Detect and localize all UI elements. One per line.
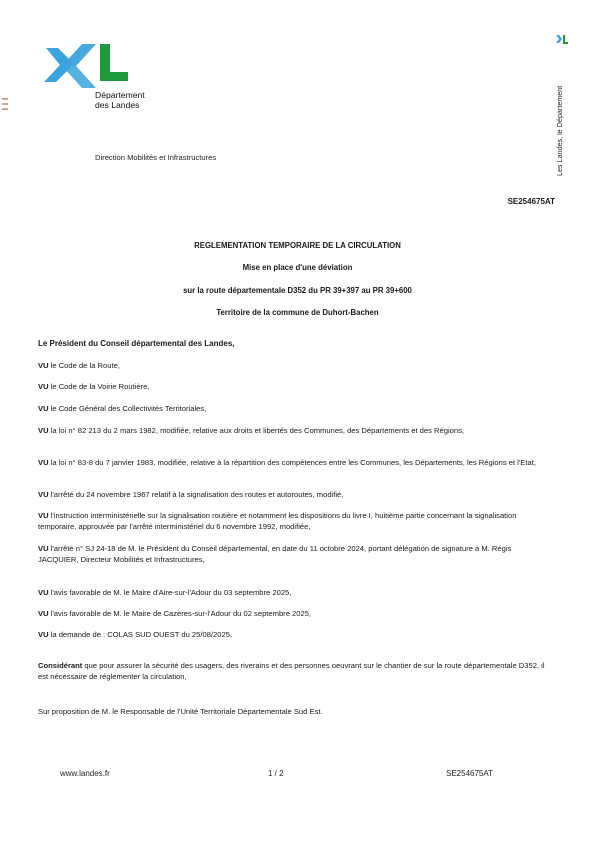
paragraph [38, 458, 548, 469]
paragraph [38, 382, 548, 393]
paragraph-lead: VU [38, 511, 49, 520]
paragraph-lead: VU [38, 404, 49, 413]
title-main: REGLEMENTATION TEMPORAIRE DE LA CIRCULATION [194, 241, 401, 250]
document-titles [0, 241, 595, 331]
paragraph [38, 661, 548, 682]
direction-label: Direction Mobilités et Infrastructures [95, 153, 217, 162]
paragraph-text: la demande de : COLAS SUD OUEST du 25/08/2025, [48, 630, 233, 639]
paragraph-text: la loi n° 82 213 du 2 mars 1982, modifiée, relative aux droits et libertés des Communes, des Départements et des Régions, [48, 426, 464, 435]
organization-name-line1: Département [95, 90, 145, 100]
side-tagline: Les Landes, le Département [555, 85, 564, 176]
paragraph [38, 490, 548, 501]
paragraph-lead: VU [38, 609, 49, 618]
paragraph-lead: VU [38, 426, 49, 435]
paragraph-lead: VU [38, 490, 49, 499]
footer-website: www.landes.fr [60, 769, 110, 778]
paragraph-lead: VU [38, 458, 49, 467]
paragraph-text: le Code de la Route, [48, 361, 120, 370]
paragraph-text: que pour assurer la sécurité des usagers, des riverains et des personnes oeuvrant sur le chantier de sur la route départementale D352, il est nécessaire de réglementer la circulation, [38, 661, 545, 681]
margin-scan-mark [2, 98, 8, 112]
paragraph-text: l'avis favorable de M. le Maire d'Aire-sur-l'Adour du 03 septembre 2025, [48, 588, 292, 597]
paragraph-lead: Considérant [38, 661, 83, 670]
paragraph-lead: VU [38, 544, 49, 553]
paragraph [38, 630, 548, 641]
paragraph-text: l'arrêté du 24 novembre 1967 relatif à la signalisation des routes et autoroutes, modifié, [48, 490, 344, 499]
paragraph-text: l'instruction interministérielle sur la signalisation routière et notamment les dispositions du livre I, huitième partie concernant la signalisation temporaire, approuvée par l'arrêté interministériel du 6 novembre 1992, modifiée, [38, 511, 517, 531]
footer-page-number: 1 / 2 [268, 769, 284, 778]
paragraph [38, 511, 548, 532]
intro-line: Le Président du Conseil départemental des Landes, [38, 339, 235, 348]
paragraph-lead: VU [38, 630, 49, 639]
document-reference: SE254675AT [507, 197, 555, 206]
paragraph [38, 361, 548, 372]
title-road: sur la route départementale D352 du PR 39+397 au PR 39+600 [183, 285, 412, 295]
side-branding [555, 34, 575, 174]
footer-reference: SE254675AT [446, 769, 493, 778]
paragraph-lead: VU [38, 588, 49, 597]
paragraph-text: Sur proposition de M. le Responsable de l'Unité Territoriale Départementale Sud Est. [38, 707, 323, 716]
paragraph-text: l'avis favorable de M. le Maire de Cazères-sur-l'Adour du 02 septembre 2025, [48, 609, 312, 618]
paragraph [38, 707, 548, 718]
paragraph [38, 404, 548, 415]
organization-name [95, 90, 145, 110]
title-subject: Mise en place d'une déviation [242, 263, 353, 273]
paragraph-lead: VU [38, 382, 49, 391]
title-territory: Territoire de la commune de Duhort-Bachen [216, 308, 379, 318]
paragraph [38, 426, 548, 437]
small-logo-icon [556, 34, 568, 46]
paragraph-text: l'arrêté n° SJ 24-18 de M. le Président du Conseil départemental, en date du 11 octobre 2024, portant délégation de signature à M. Régis JACQUIER, Directeur Mobilités et Infrastructures, [38, 544, 512, 564]
departement-landes-logo [44, 42, 134, 88]
paragraph-lead: VU [38, 361, 49, 370]
paragraph [38, 544, 548, 565]
paragraph-text: le Code Général des Collectivités Territoriales, [48, 404, 207, 413]
paragraph-text: le Code de la Voirie Routière, [48, 382, 150, 391]
paragraph [38, 609, 548, 620]
paragraph [38, 588, 548, 599]
paragraph-text: la loi n° 83-8 du 7 janvier 1983, modifiée, relative à la répartition des compétences entre les Communes, les Départements, les Régions et l'Etat, [48, 458, 536, 467]
organization-name-line2: des Landes [95, 100, 140, 110]
